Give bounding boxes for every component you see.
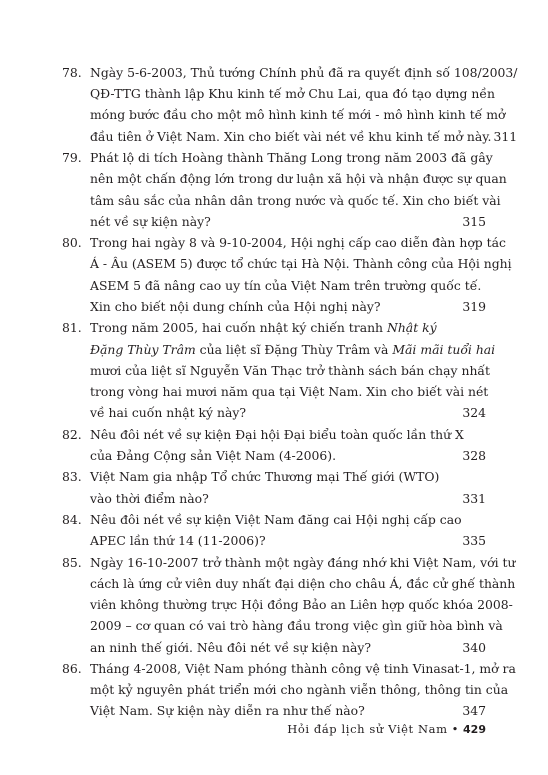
footer-separator: • xyxy=(451,722,460,736)
entry-number: 80. xyxy=(62,235,82,251)
entry-line: nên một chấn động lớn trong dư luận xã hội và nhận được sự quan xyxy=(90,171,507,187)
entry-line xyxy=(90,402,486,423)
toc-entry[interactable] xyxy=(62,552,516,658)
entry-line xyxy=(90,637,486,658)
entry-number: 83. xyxy=(62,469,82,485)
running-title: Hỏi đáp lịch sử Việt Nam xyxy=(287,722,448,736)
entry-page-number: 347 xyxy=(462,703,486,719)
entry-line: QĐ-TTG thành lập Khu kinh tế mở Chu Lai, qua đó tạo dựng nền xyxy=(90,86,495,102)
entry-line-text: của Đảng Cộng sản Việt Nam (4-2006). xyxy=(90,447,337,463)
entry-line: Á - Âu (ASEM 5) được tổ chức tại Hà Nội. Thành công của Hội nghị xyxy=(90,256,512,272)
entry-line xyxy=(90,445,486,466)
entry-line: tâm sâu sắc của nhân dân trong nước và quốc tế. Xin cho biết vài xyxy=(90,192,501,208)
entry-line xyxy=(90,488,486,509)
entry-number: 84. xyxy=(62,512,82,528)
entry-line-text: nét về sự kiện này? xyxy=(90,213,211,229)
entry-page-number: 331 xyxy=(462,490,486,506)
entry-number: 85. xyxy=(62,554,82,570)
entry-line: Trong hai ngày 8 và 9-10-2004, Hội nghị cấp cao diễn đàn hợp tác xyxy=(90,235,506,251)
entry-line-text: Trong năm 2005, hai cuốn nhật ký chiến tranh xyxy=(90,320,387,336)
entry-line-text: vào thời điểm nào? xyxy=(90,490,209,506)
book-title: Đặng Thùy Trâm xyxy=(90,341,196,357)
toc-entry[interactable] xyxy=(62,147,507,232)
entry-page-number: 328 xyxy=(462,447,486,463)
entry-line: trong vòng hai mươi năm qua tại Việt Nam. Xin cho biết vài nét xyxy=(90,383,489,399)
toc-entry[interactable] xyxy=(62,466,486,508)
entry-line xyxy=(90,530,486,551)
entry-line-text: Xin cho biết nội dung chính của Hội nghị này? xyxy=(90,298,381,314)
entry-line: Nêu đôi nét về sự kiện Việt Nam đăng cai Hội nghị cấp cao xyxy=(90,512,462,528)
entry-line xyxy=(90,296,486,317)
entry-number: 81. xyxy=(62,320,82,336)
entry-line-text: Việt Nam. Sự kiện này diễn ra như thế nào? xyxy=(90,703,365,719)
entry-line xyxy=(90,211,486,232)
entry-line: cách là ứng cử viên duy nhất đại diện cho châu Á, đắc cử ghế thành xyxy=(90,575,516,591)
entry-line: Phát lộ di tích Hoàng thành Thăng Long trong năm 2003 đã gây xyxy=(90,150,493,166)
entry-number: 79. xyxy=(62,150,82,166)
entry-line: Tháng 4-2008, Việt Nam phóng thành công vệ tinh Vinasat-1, mở ra xyxy=(90,661,516,677)
entry-line xyxy=(90,700,486,721)
entry-number: 86. xyxy=(62,661,82,677)
entry-line-text: của liệt sĩ Đặng Thùy Trâm và xyxy=(195,341,393,357)
page-footer xyxy=(0,722,486,736)
entry-line: Ngày 5-6-2003, Thủ tướng Chính phủ đã ra quyết định số 108/2003/ xyxy=(90,65,518,80)
entry-line-text: về hai cuốn nhật ký này? xyxy=(90,405,246,421)
entry-text xyxy=(90,552,516,658)
entry-page-number: 335 xyxy=(462,533,486,549)
entry-text xyxy=(90,466,486,508)
entry-text xyxy=(90,317,496,423)
entry-line: một kỷ nguyên phát triển mới cho ngành viễn thông, thông tin của xyxy=(90,682,509,698)
entry-line: Nêu đôi nét về sự kiện Đại hội Đại biểu toàn quốc lần thứ X xyxy=(90,426,464,442)
entry-line: ASEM 5 đã nâng cao uy tín của Việt Nam trên trường quốc tế. xyxy=(90,277,482,293)
entry-page-number: 315 xyxy=(462,213,486,229)
page-number: 429 xyxy=(463,723,486,736)
entry-line: móng bước đầu cho một mô hình kinh tế mới - mô hình kinh tế mở xyxy=(90,107,506,123)
entry-line: Ngày 16-10-2007 trở thành một ngày đáng nhớ khi Việt Nam, với tư xyxy=(90,554,516,570)
entry-page-number: 319 xyxy=(462,298,486,314)
entry-page-number: 340 xyxy=(462,639,486,655)
entry-number: 82. xyxy=(62,426,82,442)
entry-line-text: đầu tiên ở Việt Nam. Xin cho biết vài nét về khu kinh tế mở này. xyxy=(90,128,492,144)
toc-entry[interactable] xyxy=(62,232,512,317)
entry-line-text: APEC lần thứ 14 (11-2006)? xyxy=(90,533,266,549)
toc-entry[interactable] xyxy=(62,62,518,147)
entry-line: viên không thường trực Hội đồng Bảo an Liên hợp quốc khóa 2008- xyxy=(90,597,513,613)
entry-line: mươi của liệt sĩ Nguyễn Văn Thạc trở thành sách bán chạy nhất xyxy=(90,362,490,378)
entry-line xyxy=(90,339,496,360)
entry-page-number: 311 xyxy=(493,128,518,144)
book-title: Nhật ký xyxy=(386,320,437,336)
entry-text xyxy=(90,147,507,232)
entry-text xyxy=(90,232,512,317)
entry-page-number: 324 xyxy=(462,405,486,421)
toc-entry[interactable] xyxy=(62,509,486,551)
entry-line: 2009 – cơ quan có vai trò hàng đầu trong việc gìn giữ hòa bình và xyxy=(90,618,503,634)
entry-text xyxy=(90,658,516,722)
entry-line xyxy=(90,317,486,338)
entry-line-text: an ninh thế giới. Nêu đôi nét về sự kiện này? xyxy=(90,639,372,655)
toc-entry[interactable] xyxy=(62,424,486,466)
entry-text xyxy=(90,509,486,551)
book-title: Mãi mãi tuổi hai xyxy=(392,341,496,357)
entry-text xyxy=(90,424,486,466)
entry-line: Việt Nam gia nhập Tổ chức Thương mại Thế giới (WTO) xyxy=(90,469,440,485)
toc-entry[interactable] xyxy=(62,658,516,722)
toc-entry[interactable] xyxy=(62,317,496,423)
entry-number: 78. xyxy=(62,65,82,80)
entry-text xyxy=(90,62,518,147)
entry-line xyxy=(90,126,518,147)
table-of-contents xyxy=(62,62,518,722)
